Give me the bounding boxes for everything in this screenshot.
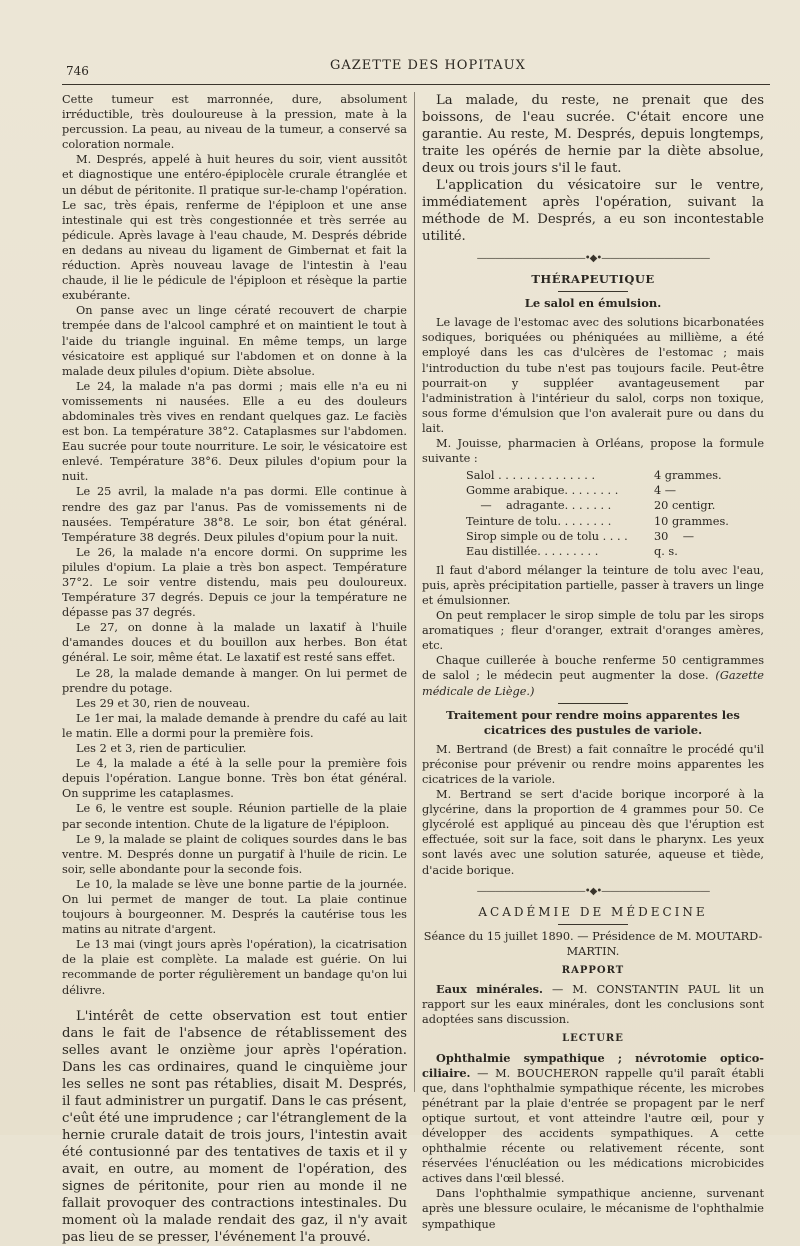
paragraph: Le 27, on donne à la malade un laxatif à l'huile d'amandes douces et du bouillon aux herbes. Bon état général. Le soir, même état. Le laxatif est resté sans effet. — [62, 621, 407, 665]
paragraph: On peut remplacer le sirop simple de tolu par les sirops aromatiques ; fleur d'oranger, extrait d'oranges amères, etc. — [422, 609, 764, 653]
ingredient-name: — adragante. . . . . . . — [466, 499, 612, 513]
ingredient-qty: 20 centigr. — [654, 499, 716, 513]
column-divider — [414, 92, 415, 1092]
paragraph: Le 1er mai, la malade demande à prendre du café au lait le matin. Elle a dormi pour la première fois. — [62, 711, 407, 740]
eaux-title: Eaux minérales. — [436, 982, 543, 997]
section-heading-therapeutique: THÉRAPEUTIQUE — [531, 272, 655, 287]
paragraph: Le 9, la malade se plaint de coliques sourdes dans le bas ventre. M. Després donne un purgatif à l'huile de ricin. Le soir, selle abondante pour la seconde fois. — [62, 832, 407, 876]
paragraph: M. Després, appelé à huit heures du soir, vient aussitôt et diagnostique une entéro-épiplocèle crurale étranglée et un début de péritonite. Il pratique sur-le-champ l'opération. Le sac, très épais, renferme de l'épiploon et une anse intestinale qui est très congestionnée et très serrée au pédicule. Après lavage à l'eau chaude, M. Després débride en dedans au niveau du ligament de Gimbernat et fait la réduction. Après nouveau lavage de l'intestin à l'eau chaude, il lie le pédicule de l'épiploon et résèque la partie exubérante. — [62, 153, 407, 303]
paragraph: Le 10, la malade se lève une bonne partie de la journée. On lui permet de manger de tout. La plaie continue toujours à bourgeonner. M. Després la cautérise tous les matins au nitrate d'argent. — [62, 877, 407, 937]
paragraph: Le 6, le ventre est souple. Réunion partielle de la plaie par seconde intention. Chute de la ligature de l'épiploon. — [62, 802, 407, 831]
header-rule — [62, 84, 770, 85]
conclusion-paragraph: L'intérêt de cette observation est tout entier dans le fait de l'absence de rétablissement des selles avant le onzième jour après l'opération. Dans les cas ordinaires, quand le cinquième jour les selles ne sont pas rétablies, disait M. Després, il faut administrer un purgatif. Dans le cas présent, c'eût été une imprudence ; car l'étranglement de la hernie crurale datait de trois jours, l'intestin avait été contusionné par des tentatives de taxis et il y avait, en outre, au moment de l'opération, des signes de péritonite, pour rien au monde il ne fallait provoquer des contractions intestinales. Du moment où la malade rendait des gaz, il n'y avait pas lieu de se presser, l'événement l'a prouvé. — [62, 1008, 407, 1245]
paragraph-with-source: Chaque cuillerée à bouche renferme 50 centigrammes de salol ; le médecin peut augmenter la dose. (Gazette médicale de Liège.) — [422, 654, 764, 698]
recipe-table — [466, 468, 764, 559]
paragraph: L'application du vésicatoire sur le ventre, immédiatement après l'opération, suivant la méthode de M. Després, a eu son incontestable utilité. — [422, 178, 764, 244]
ophtalmie-title: Ophthalmie sympathique ; névrotomie optico-ciliaire. — [422, 1050, 764, 1080]
paragraph: Cette tumeur est marronnée, dure, absolument irréductible, très douloureuse à la pression, mate à la percussion. La peau, au niveau de la tumeur, a conservé sa coloration normale. — [62, 93, 407, 152]
right-column — [422, 92, 764, 1232]
paragraph: M. Jouisse, pharmacien à Orléans, propose la formule suivante : — [422, 437, 764, 466]
recipe-row — [466, 544, 764, 559]
ingredient-qty: 10 grammes. — [654, 514, 729, 528]
article-title-salol: Le salol en émulsion. — [524, 296, 662, 311]
ornamental-divider: ————————————•◆•———————————— — [476, 253, 710, 264]
ingredient-qty: 4 — — [654, 484, 677, 498]
seance-line: Séance du 15 juillet 1890. — Présidence de M. MOUTARD-MARTIN. — [423, 929, 763, 958]
short-rule — [558, 291, 628, 292]
recipe-row — [466, 483, 764, 498]
paragraph: Le 13 mai (vingt jours après l'opération), la cicatrisation de la plaie est complète. La malade est guérie. On lui recommande de porter régulièrement un bandage qu'on lui délivre. — [62, 938, 407, 997]
ingredient-name: Gomme arabique. . . . . . . . — [466, 484, 619, 498]
short-rule — [558, 703, 628, 704]
ingredient-name: Salol . . . . . . . . . . . . . . — [466, 469, 596, 483]
source-citation: (Gazette médicale de Liège.) — [422, 669, 764, 698]
paragraph: Il faut d'abord mélanger la teinture de tolu avec l'eau, puis, après précipitation partielle, passer à travers un linge et émulsionner. — [422, 563, 764, 607]
rapport-heading: RAPPORT — [561, 965, 625, 977]
lecture-heading: LECTURE — [562, 1033, 624, 1045]
recipe-row — [466, 468, 764, 483]
paragraph: Les 29 et 30, rien de nouveau. — [76, 696, 251, 710]
journal-title: GAZETTE DES HOPITAUX — [330, 58, 526, 73]
ingredient-qty: 30 — — [654, 529, 695, 543]
recipe-row — [466, 529, 764, 544]
paragraph: Les 2 et 3, rien de particulier. — [76, 742, 247, 756]
recipe-row — [466, 514, 764, 529]
paragraph: La malade, du reste, ne prenait que des boissons, de l'eau sucrée. C'était encore une garantie. Au reste, M. Després, depuis longtemps, traite les opérés de hernie par la diète absolue, deux ou trois jours s'il le faut. — [422, 93, 764, 176]
ingredient-name: Eau distillée. . . . . . . . . — [466, 544, 599, 558]
paragraph: Ophthalmie sympathique ; névrotomie optico-ciliaire. — M. BOUCHERON rappelle qu'il paraît établi que, dans l'ophthalmie sympathique récente, les microbes pénétrant par la plaie d'entrée se propagent par le nerf optique surtout, et vont atteindre l'autre œil, pour y développer des accidents sympathiques. A cette ophthalmie récente ou relativement récente, sont réservées l'énucléation ou les médications microbicides actives dans l'œil blessé. — [422, 1050, 764, 1186]
ornamental-divider: ————————————•◆•———————————— — [476, 885, 710, 897]
section-heading-academie: ACADÉMIE DE MÉDECINE — [478, 904, 708, 919]
paragraph: Le 26, la malade n'a encore dormi. On supprime les pilules d'opium. La plaie a très bon aspect. Température 37°2. Le soir ventre distendu, mais peu douloureux. Température 37 degrés. Depuis ce jour la température ne dépasse pas 37 degrés. — [62, 545, 407, 620]
paragraph: Le 4, la malade a été à la selle pour la première fois depuis l'opération. Langue bonne. Très bon état général. On supprime les cataplasmes. — [62, 757, 407, 801]
short-rule — [558, 924, 628, 925]
paragraph: Le 25 avril, la malade n'a pas dormi. Elle continue à rendre des gaz par l'anus. Pas de vomissements ni de nausées. Température 38°8. Le soir, bon état général. Température 38 degrés. Deux pilules d'opium pour la nuit. — [62, 485, 407, 544]
ingredient-qty: 4 grammes. — [654, 469, 722, 483]
ingredient-name: Sirop simple ou de tolu . . . . — [466, 529, 628, 543]
paragraph: M. Bertrand (de Brest) a fait connaître le procédé qu'il préconise pour prévenir ou rendre moins apparentes les cicatrices de la variole. — [422, 742, 764, 786]
page-header — [60, 58, 770, 80]
recipe-row — [466, 498, 764, 513]
paragraph: M. Bertrand se sert d'acide borique incorporé à la glycérine, dans la proportion de 4 grammes pour 50. Ce glycérolé est appliqué au pinceau dès que l'éruption est effectuée, soit sur la face, soit dans le pharynx. Les yeux sont lavés avec une solution saturée, aqueuse et tiède, d'acide borique. — [422, 788, 764, 877]
ingredient-qty: q. s. — [654, 544, 678, 558]
paragraph: Dans l'ophthalmie sympathique ancienne, survenant après une blessure oculaire, le mécanisme de l'ophthalmie sympathique — [422, 1187, 764, 1231]
paragraph: Le 24, la malade n'a pas dormi ; mais elle n'a eu ni vomissements ni nausées. Elle a eu des douleurs abdominales très vives en rendant quelques gaz. Le faciès est bon. La température 38°2. Cataplasmes sur l'abdomen. Eau sucrée pour toute nourriture. Le soir, le vésicatoire est enlevé. Température 38°6. Deux pilules d'opium pour la nuit. — [62, 379, 407, 484]
paragraph: On panse avec un linge cératé recouvert de charpie trempée dans de l'alcool camphré et on maintient le tout à l'aide du triangle inguinal. En même temps, un large vésicatoire est appliqué sur l'abdomen et on donne à la malade deux pilules d'opium. Diète absolue. — [62, 304, 407, 378]
article-title-variole: Traitement pour rendre moins apparentes les cicatrices des pustules de variole. — [446, 707, 740, 737]
paragraph: Le 28, la malade demande à manger. On lui permet de prendre du potage. — [62, 666, 407, 695]
ingredient-name: Teinture de tolu. . . . . . . . — [466, 514, 612, 528]
paragraph: Eaux minérales. — M. CONSTANTIN PAUL lit un rapport sur les eaux minérales, dont les conclusions sont adoptées sans discussion. — [422, 982, 764, 1027]
page-number: 746 — [66, 64, 89, 78]
paragraph: Le lavage de l'estomac avec des solutions bicarbonatées sodiques, boriquées ou phéniquées au millième, a été employé dans les cas d'ulcères de l'estomac ; mais l'introduction du tube n'est pas toujours facile. Peut-être pourrait-on y suppléer avantageusement par l'administration à l'intérieur du salol, corps non toxique, sous forme d'émulsion que l'on avalerait pure ou dans du lait. — [422, 316, 764, 435]
left-column — [62, 92, 407, 1246]
